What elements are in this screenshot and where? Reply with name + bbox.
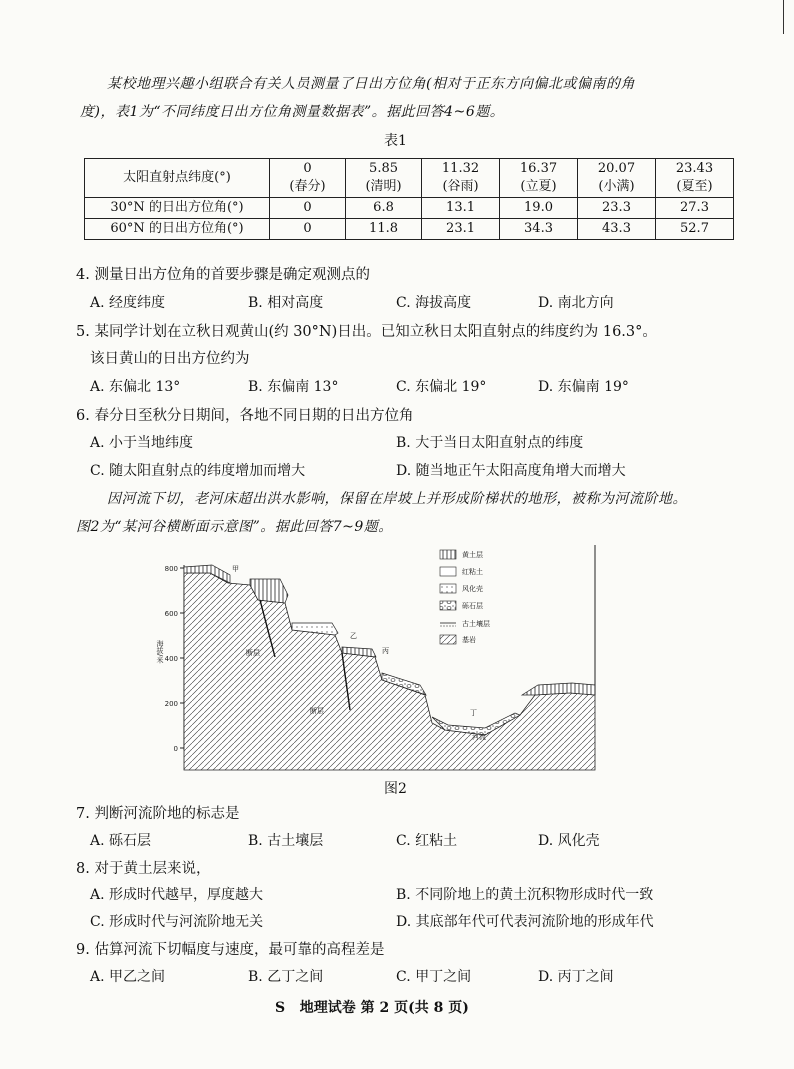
q4-option-a: A. 经度纬度: [90, 295, 166, 311]
figure-legend: [440, 550, 490, 644]
q5-stem-line1: 5. 某同学计划在立秋日观黄山(约 30°N)日出。已知立秋日太阳直射点的纬度约为 16.3°。: [76, 324, 657, 340]
table-cell: 19.0: [500, 198, 578, 219]
q8-option-a: A. 形成时代越早，厚度越大: [90, 887, 264, 903]
legend-item: 黄土层: [462, 551, 483, 559]
q4-option-c: C. 海拔高度: [396, 295, 472, 311]
table-cell: 43.3: [578, 219, 656, 240]
y-tick-label: 800: [164, 565, 178, 573]
site-label-bing: 丙: [382, 647, 389, 655]
q5-stem-line2: 该日黄山的日出方位约为: [90, 351, 250, 367]
q4-option-d: D. 南北方向: [538, 295, 614, 311]
table1-col: 5.85 (清明): [346, 159, 422, 198]
terrace-loess-right: [522, 683, 595, 695]
site-label-ding: 丁: [470, 709, 477, 717]
intro2-line1: 因河流下切，老河床超出洪水影响，保留在岸坡上并形成阶梯状的地形，被称为河流阶地。: [107, 491, 687, 507]
q9-stem: 9. 估算河流下切幅度与速度，最可靠的高程差是: [76, 942, 385, 958]
q7-option-c: C. 红粘土: [396, 833, 458, 849]
intro2-line2: 图2为“某河谷横断面示意图”。据此回答7~9题。: [76, 519, 393, 535]
legend-item: 红粘土: [462, 568, 483, 576]
table-cell: 23.1: [422, 219, 500, 240]
river-label: 河流: [472, 733, 486, 741]
q9-option-c: C. 甲丁之间: [396, 969, 472, 985]
q5-option-b: B. 东偏南 13°: [248, 379, 339, 395]
table1-col: 11.32 (谷雨): [422, 159, 500, 198]
q8-stem: 8. 对于黄土层来说，: [76, 861, 211, 877]
q5-option-d: D. 东偏南 19°: [538, 379, 629, 395]
table-cell: 34.3: [500, 219, 578, 240]
y-tick-label: 400: [164, 655, 178, 663]
y-tick-label: 200: [164, 700, 178, 708]
row-label: 30°N 的日出方位角(°): [85, 198, 270, 219]
y-tick-label: 600: [164, 610, 178, 618]
q8-option-c: C. 形成时代与河流阶地无关: [90, 914, 264, 930]
q7-option-d: D. 风化壳: [538, 833, 600, 849]
figure2-caption: 图2: [384, 781, 407, 797]
q4-stem: 4. 测量日出方位角的首要步骤是确定观测点的: [76, 267, 370, 283]
table1-col: 0 (春分): [270, 159, 346, 198]
site-label-yi: 乙: [350, 632, 357, 640]
legend-item: 风化壳: [462, 585, 483, 593]
table-cell: 6.8: [346, 198, 422, 219]
legend-item: 古土壤层: [462, 620, 490, 628]
river-valley-cross-section-figure: [150, 545, 610, 775]
q6-stem: 6. 春分日至秋分日期间，各地不同日期的日出方位角: [76, 408, 414, 424]
intro1-line2: 度)，表1为“不同纬度日出方位角测量数据表”。据此回答4~6题。: [80, 104, 505, 120]
q9-option-d: D. 丙丁之间: [538, 969, 614, 985]
intro1-line1: 某校地理兴趣小组联合有关人员测量了日出方位角(相对于正东方向偏北或偏南的角: [107, 76, 635, 92]
fault-label-1: 断层: [246, 649, 260, 657]
table1-col: 20.07 (小满): [578, 159, 656, 198]
table-row: [85, 219, 734, 240]
table-cell: 52.7: [655, 219, 733, 240]
fault-label-2: 断层: [310, 707, 324, 715]
q4-option-b: B. 相对高度: [248, 295, 324, 311]
q8-option-d: D. 其底部年代可代表河流阶地的形成年代: [396, 914, 654, 930]
table-cell: 11.8: [346, 219, 422, 240]
table-row: [85, 198, 734, 219]
y-tick-label: 0: [173, 745, 178, 753]
table1-header-label: 太阳直射点纬度(°): [85, 159, 270, 198]
scan-edge-mark: [783, 0, 784, 34]
table-cell: 27.3: [655, 198, 733, 219]
q8-option-b: B. 不同阶地上的黄土沉积物形成时代一致: [396, 887, 654, 903]
q7-option-a: A. 砾石层: [90, 833, 152, 849]
q9-option-b: B. 乙丁之间: [248, 969, 324, 985]
q9-option-a: A. 甲乙之间: [90, 969, 166, 985]
q6-option-c: C. 随太阳直射点的纬度增加而增大: [90, 463, 306, 479]
table1: [84, 158, 734, 240]
table-cell: 23.3: [578, 198, 656, 219]
legend-item: 砾石层: [462, 602, 483, 610]
table-cell: 0: [270, 198, 346, 219]
table1-col: 16.37 (立夏): [500, 159, 578, 198]
legend-item: 基岩: [462, 636, 476, 644]
page-footer: S 地理试卷 第 2 页(共 8 页): [275, 1000, 469, 1016]
y-axis-label: 海拔/米: [156, 640, 164, 664]
row-label: 60°N 的日出方位角(°): [85, 219, 270, 240]
site-label-jia: 甲: [232, 565, 239, 573]
q5-option-c: C. 东偏北 19°: [396, 379, 487, 395]
q6-option-b: B. 大于当日太阳直射点的纬度: [396, 435, 584, 451]
table-cell: 0: [270, 219, 346, 240]
bedrock-body: [184, 573, 595, 770]
q5-option-a: A. 东偏北 13°: [90, 379, 181, 395]
table1-header-row: [85, 159, 734, 198]
table1-caption: 表1: [384, 133, 407, 149]
q6-option-d: D. 随当地正午太阳高度角增大而增大: [396, 463, 626, 479]
q7-stem: 7. 判断河流阶地的标志是: [76, 806, 240, 822]
q6-option-a: A. 小于当地纬度: [90, 435, 194, 451]
q7-option-b: B. 古土壤层: [248, 833, 324, 849]
table1-col: 23.43 (夏至): [655, 159, 733, 198]
table-cell: 13.1: [422, 198, 500, 219]
